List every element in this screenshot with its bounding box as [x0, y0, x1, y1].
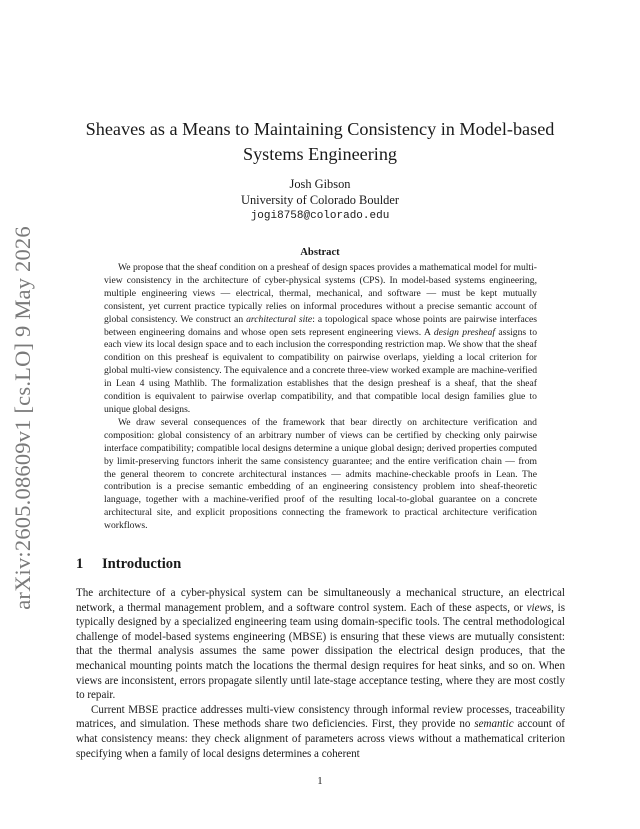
abstract-heading: Abstract [300, 247, 340, 258]
body-text: The architecture of a cyber-physical system can be simultaneously a mechanical structure, an electrical network, a thermal management problem, and a software control system. Each of these aspects, or [76, 587, 565, 614]
body-paragraph-2 [76, 703, 565, 761]
abstract-paragraph-1 [104, 262, 537, 417]
emphasis-term: architectural site [246, 313, 313, 325]
section-number: 1 [76, 556, 84, 572]
arxiv-identifier [10, 226, 35, 610]
paper-title [70, 117, 570, 167]
abstract-text: We propose that the sheaf condition on a presheaf of design spaces provides a mathematical model for multi-view consistency in the architecture of cyber-physical systems (CPS). In model-based systems engineering, multiple engineering views — electrical, thermal, mechanical, and software — must be kept mutually consistent, yet current practice typically relies on informal procedures without a precise semantic account of global consistency. We construct an [104, 262, 537, 325]
emphasis-term: views [526, 601, 552, 614]
abstract-body [104, 262, 537, 533]
author-email: jogi8758@colorado.edu [250, 210, 390, 222]
abstract-text: : a topological space whose points are pairwise interfaces between engineering domains and whose open sets represent engineering views. A [104, 313, 538, 338]
body-text: , is typically designed by a specialized engineering team using domain-specific tools. The central methodological challenge of model-based systems engineering (MBSE) is ensuring that these views are mutually consistent: that the thermal analysis assumes the same power dissipation the electrical design produces, that the mechanical mounting points match the locations the thermal design requires for heat sinks, and so on. When views are inconsistent, errors propagate silently until late-stage acceptance testing, where they are most costly to repair. [76, 601, 565, 702]
body-paragraph-1 [76, 586, 565, 703]
body-text: account of what consistency means: they check alignment of parameters across views without a mathematical criterion specifying when a family of local designs determines a coherent [76, 718, 565, 760]
page-number: 1 [317, 775, 323, 787]
section-title: Introduction [102, 556, 182, 572]
introduction-body [76, 586, 565, 761]
arxiv-identifier-text: arXiv:2605.08609v1 [cs.LO] 9 May 2026 [10, 226, 35, 610]
abstract-text: assigns to each view its local design space and to each inclusion the corresponding restriction map. We show that the sheaf condition on this presheaf is equivalent to compatibility on pairwise overlaps, yielding a local criterion for global multi-view consistency. The equivalence and a concrete three-view worked example are machine-verified in Lean 4 using Mathlib. The formalization establishes that the design presheaf is a sheaf, that the sheaf condition is equivalent to pairwise overlap compatibility, and that compatible local design families glue to unique global designs. [104, 326, 537, 415]
author-affiliation: University of Colorado Boulder [241, 193, 399, 207]
abstract-paragraph-2: We draw several consequences of the framework that bear directly on architecture verification and composition: global consistency of an arbitrary number of views can be certified by checking only pairwise interface compatibility; compatible local designs determine a unique global design; derived properties computed by limit-preserving functors inherit the same consistency guarantee; and the entire verification chain — from the general theorem to concrete architectural instances — admits machine-checkable proofs in Lean. The contribution is a precise semantic embedding of an engineering consistency problem into sheaf-theoretic language, together with a machine-verified proof of the resulting local-to-global guarantee on a concrete architectural site, and explicit propositions connecting the framework to practical architecture verification workflows. [104, 416, 537, 532]
emphasis-term: semantic [474, 718, 514, 731]
body-text: Current MBSE practice addresses multi-view consistency through informal review processes, traceability matrices, and simulation. These methods share two deficiencies. First, they provide no [76, 703, 565, 731]
section-heading-introduction [76, 556, 181, 573]
author-name: Josh Gibson [289, 177, 351, 191]
author-block [120, 176, 520, 224]
emphasis-term: design presheaf [433, 326, 496, 338]
title-line-1: Sheaves as a Means to Maintaining Consistency in Model-based [85, 119, 555, 139]
title-line-2: Systems Engineering [242, 144, 398, 164]
